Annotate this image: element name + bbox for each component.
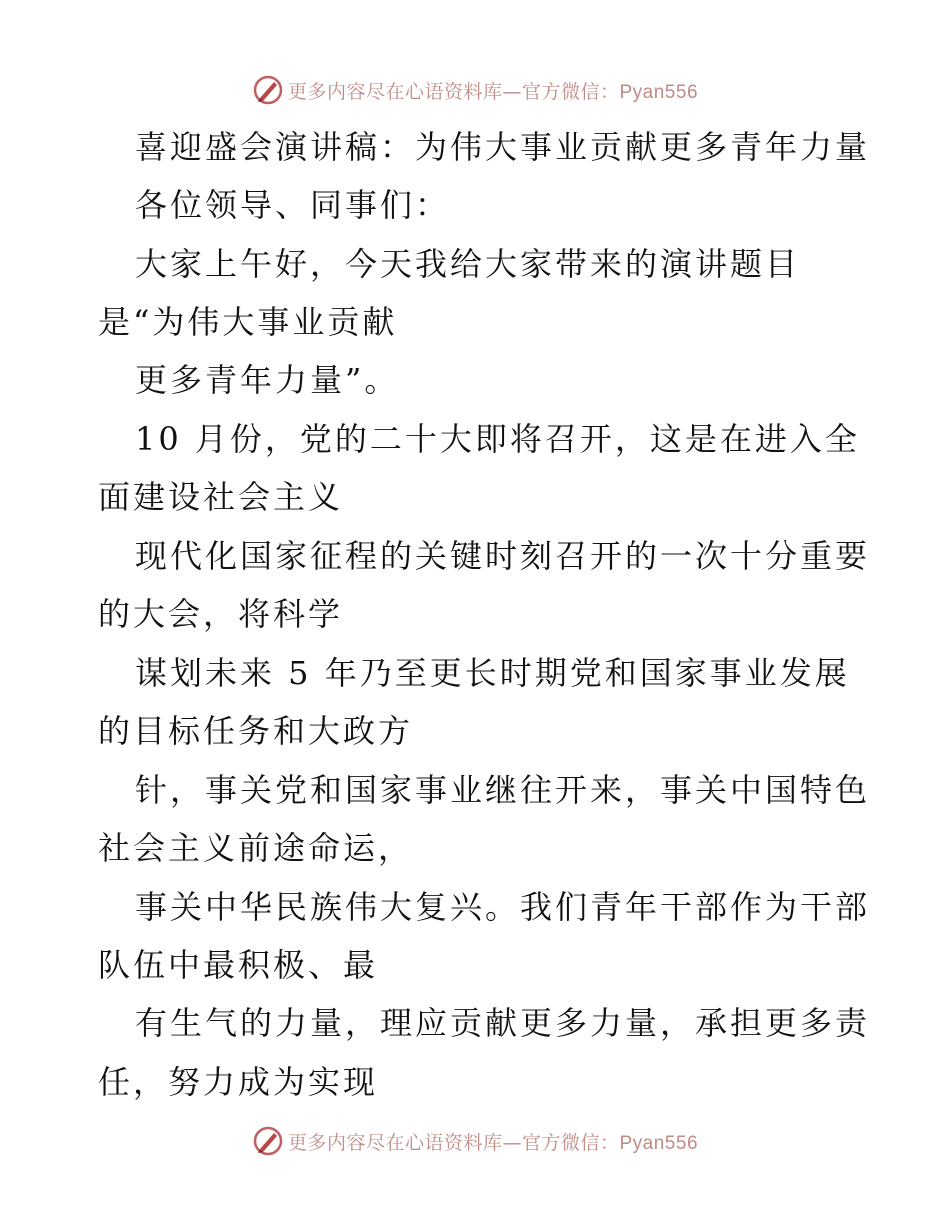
paragraph-line: 事关中华民族伟大复兴。我们青年干部作为干部 <box>135 888 871 926</box>
paragraph-line: 是“为伟大事业贡献 <box>98 303 398 341</box>
paragraph-line: 针，事关党和国家事业继往开来，事关中国特色 <box>135 771 871 809</box>
salutation: 各位领导、同事们： <box>135 186 451 224</box>
paragraph-line: 任，努力成为实现 <box>98 1063 379 1101</box>
footer-watermark <box>0 1121 950 1161</box>
paragraph-line: 更多青年力量”。 <box>135 361 400 399</box>
watermark-text: 更多内容尽在心语资料库—官方微信：Pyan556 <box>287 80 699 103</box>
paragraph-line: 现代化国家征程的关键时刻召开的一次十分重要 <box>135 537 871 575</box>
pen-logo-icon <box>252 1125 284 1157</box>
document-title: 喜迎盛会演讲稿：为伟大事业贡献更多青年力量 <box>135 128 871 166</box>
paragraph-line: 有生气的力量，理应贡献更多力量，承担更多责 <box>135 1004 871 1042</box>
header-watermark <box>0 70 950 110</box>
paragraph-line: 10 月份，党的二十大即将召开，这是在进入全 <box>135 420 860 458</box>
paragraph-line: 面建设社会主义 <box>98 478 344 516</box>
paragraph-line: 社会主义前途命运， <box>98 829 414 867</box>
paragraph-line: 的大会，将科学 <box>98 595 344 633</box>
paragraph-line: 谋划未来 5 年乃至更长时期党和国家事业发展 <box>135 654 850 692</box>
paragraph-line: 队伍中最积极、最 <box>98 946 379 984</box>
paragraph-line: 大家上午好，今天我给大家带来的演讲题目 <box>135 245 801 283</box>
paragraph-line: 的目标任务和大政方 <box>98 712 414 750</box>
pen-logo-icon <box>252 74 284 106</box>
watermark-text: 更多内容尽在心语资料库—官方微信：Pyan556 <box>287 1131 699 1154</box>
